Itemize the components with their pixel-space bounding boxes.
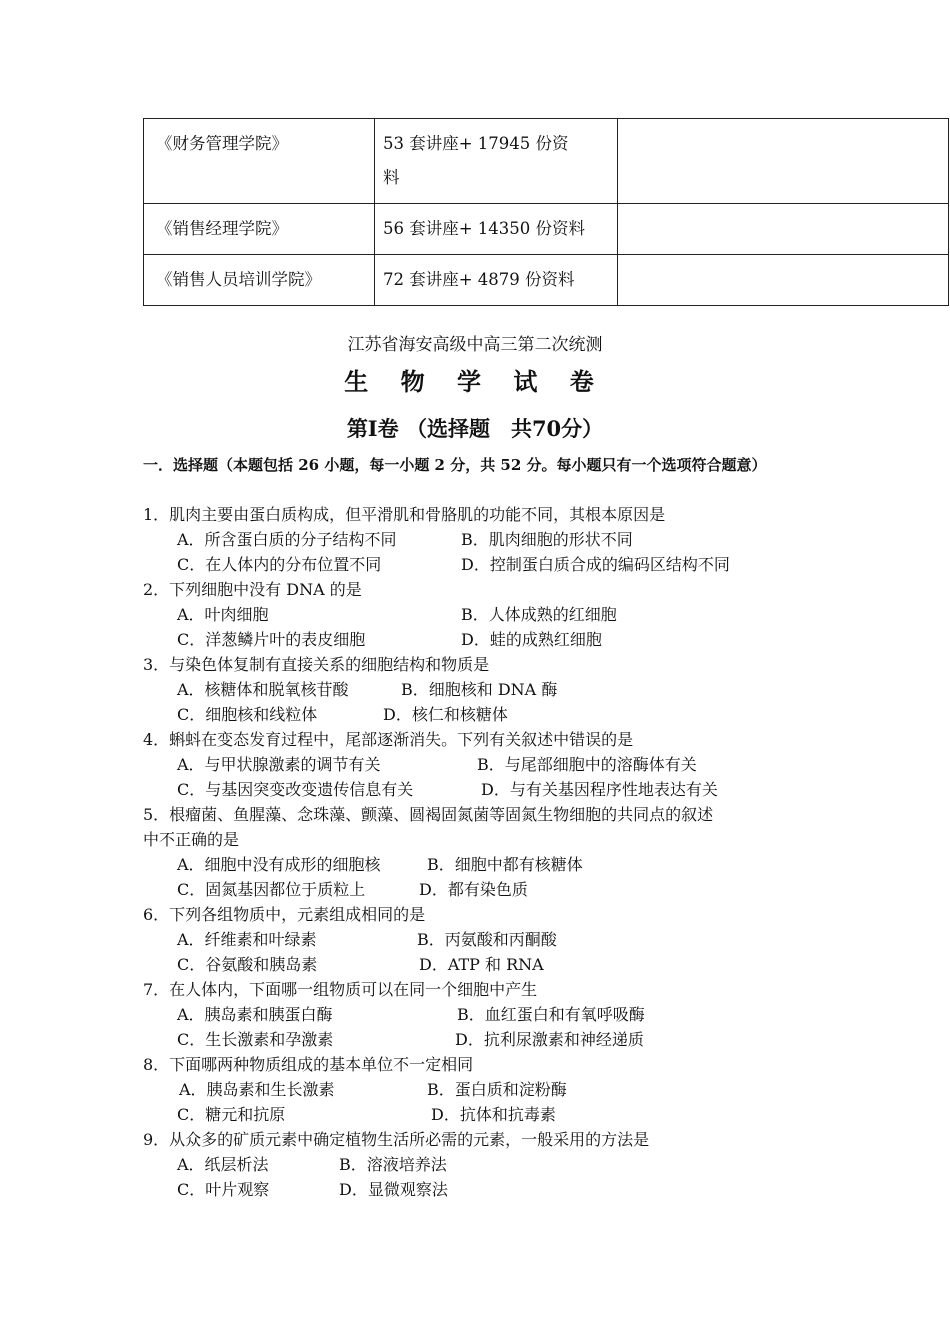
question-stem-continued: 中不正确的是 (143, 830, 240, 849)
option-b: B．丙氨酸和丙酮酸 (417, 930, 557, 949)
exam-title: 生 物 学 试 卷 (344, 367, 606, 396)
table-cell-content (375, 119, 618, 204)
option-row (143, 552, 933, 577)
school-name: 江苏省海安高级中高三第二次统测 (347, 335, 603, 355)
option-c: C．叶片观察 (177, 1180, 270, 1199)
option-b: B．细胞核和 DNA 酶 (401, 680, 558, 699)
option-c: C．生长激素和孕激素 (177, 1030, 334, 1049)
option-c: C．与基因突变改变遗传信息有关 (177, 780, 414, 799)
table-cell-empty (618, 204, 949, 255)
option-c: C．在人体内的分布位置不同 (177, 555, 382, 574)
option-d: D．ATP 和 RNA (419, 955, 544, 974)
option-row (143, 1077, 933, 1102)
option-a: A．核糖体和脱氧核苷酸 (177, 680, 349, 699)
option-a: A．胰岛素和胰蛋白酶 (177, 1005, 333, 1024)
option-row (143, 1002, 933, 1027)
option-row (143, 677, 933, 702)
option-row (143, 1027, 933, 1052)
option-b: B．人体成熟的红细胞 (461, 605, 617, 624)
question-stem: 4．蝌蚪在变态发育过程中，尾部逐渐消失。下列有关叙述中错误的是 (143, 730, 634, 749)
content-line: 53 套讲座+ 17945 份资 (383, 134, 569, 153)
option-row (143, 877, 933, 902)
table-cell-content: 72 套讲座+ 4879 份资料 (375, 255, 618, 306)
table-cell-name: 《财务管理学院》 (144, 119, 375, 204)
resource-table (143, 118, 949, 306)
question-stem: 1．肌肉主要由蛋白质构成，但平滑肌和骨胳肌的功能不同，其根本原因是 (143, 505, 666, 524)
option-c: C．洋葱鳞片叶的表皮细胞 (177, 630, 366, 649)
option-a: A．胰岛素和生长激素 (179, 1080, 335, 1099)
option-b: B．细胞中都有核糖体 (427, 855, 583, 874)
question-stem: 7．在人体内，下面哪一组物质可以在同一个细胞中产生 (143, 980, 538, 999)
question-stem: 6．下列各组物质中，元素组成相同的是 (143, 905, 426, 924)
option-row (143, 952, 933, 977)
option-d: D．都有染色质 (419, 880, 528, 899)
option-b: B．蛋白质和淀粉酶 (427, 1080, 567, 1099)
table-row (144, 255, 949, 306)
table-row (144, 119, 949, 204)
option-row (143, 852, 933, 877)
option-a: A．与甲状腺激素的调节有关 (177, 755, 381, 774)
option-d: D．核仁和核糖体 (383, 705, 508, 724)
option-b: B．溶液培养法 (339, 1155, 447, 1174)
option-c: C．谷氨酸和胰岛素 (177, 955, 318, 974)
option-c: C．固氮基因都位于质粒上 (177, 880, 366, 899)
option-row (143, 702, 933, 727)
option-d: D．显微观察法 (339, 1180, 448, 1199)
option-row (143, 777, 933, 802)
option-row (143, 927, 933, 952)
table-row (144, 204, 949, 255)
table-cell-empty (618, 255, 949, 306)
option-a: A．所含蛋白质的分子结构不同 (177, 530, 397, 549)
section-instructions: 一．选择题（本题包括 26 小题，每一小题 2 分，共 52 分。每小题只有一个选项符合题意） (143, 456, 767, 474)
option-d: D．控制蛋白质合成的编码区结构不同 (461, 555, 730, 574)
option-d: D．抗体和抗毒素 (431, 1105, 556, 1124)
table-cell-empty (618, 119, 949, 204)
table-cell-name: 《销售人员培训学院》 (144, 255, 375, 306)
part-heading: 第Ⅰ卷 （选择题 共70分） (346, 416, 604, 441)
option-c: C．细胞核和线粒体 (177, 705, 318, 724)
option-d: D．与有关基因程序性地表达有关 (481, 780, 718, 799)
question-stem: 5．根瘤菌、鱼腥藻、念珠藻、颤藻、圆褐固氮菌等固氮生物细胞的共同点的叙述 (143, 805, 714, 824)
option-d: D．抗利尿激素和神经递质 (455, 1030, 644, 1049)
option-row (143, 1152, 933, 1177)
option-b: B．肌肉细胞的形状不同 (461, 530, 633, 549)
option-a: A．叶肉细胞 (177, 605, 269, 624)
option-row (143, 752, 933, 777)
content-line: 料 (383, 168, 400, 187)
option-b: B．与尾部细胞中的溶酶体有关 (477, 755, 697, 774)
option-a: A．纸层析法 (177, 1155, 269, 1174)
option-d: D．蛙的成熟红细胞 (461, 630, 602, 649)
option-row (143, 1177, 933, 1202)
option-row (143, 627, 933, 652)
table-cell-content: 56 套讲座+ 14350 份资料 (375, 204, 618, 255)
option-c: C．糖元和抗原 (177, 1105, 286, 1124)
option-a: A．纤维素和叶绿素 (177, 930, 317, 949)
option-row (143, 527, 933, 552)
option-b: B．血红蛋白和有氧呼吸酶 (457, 1005, 645, 1024)
option-row (143, 602, 933, 627)
question-stem: 9．从众多的矿质元素中确定植物生活所必需的元素，一般采用的方法是 (143, 1130, 650, 1149)
question-stem: 2．下列细胞中没有 DNA 的是 (143, 580, 362, 599)
question-stem: 8．下面哪两种物质组成的基本单位不一定相同 (143, 1055, 474, 1074)
question-list (143, 502, 933, 1202)
option-a: A．细胞中没有成形的细胞核 (177, 855, 381, 874)
question-stem: 3．与染色体复制有直接关系的细胞结构和物质是 (143, 655, 490, 674)
table-cell-name: 《销售经理学院》 (144, 204, 375, 255)
option-row (143, 1102, 933, 1127)
